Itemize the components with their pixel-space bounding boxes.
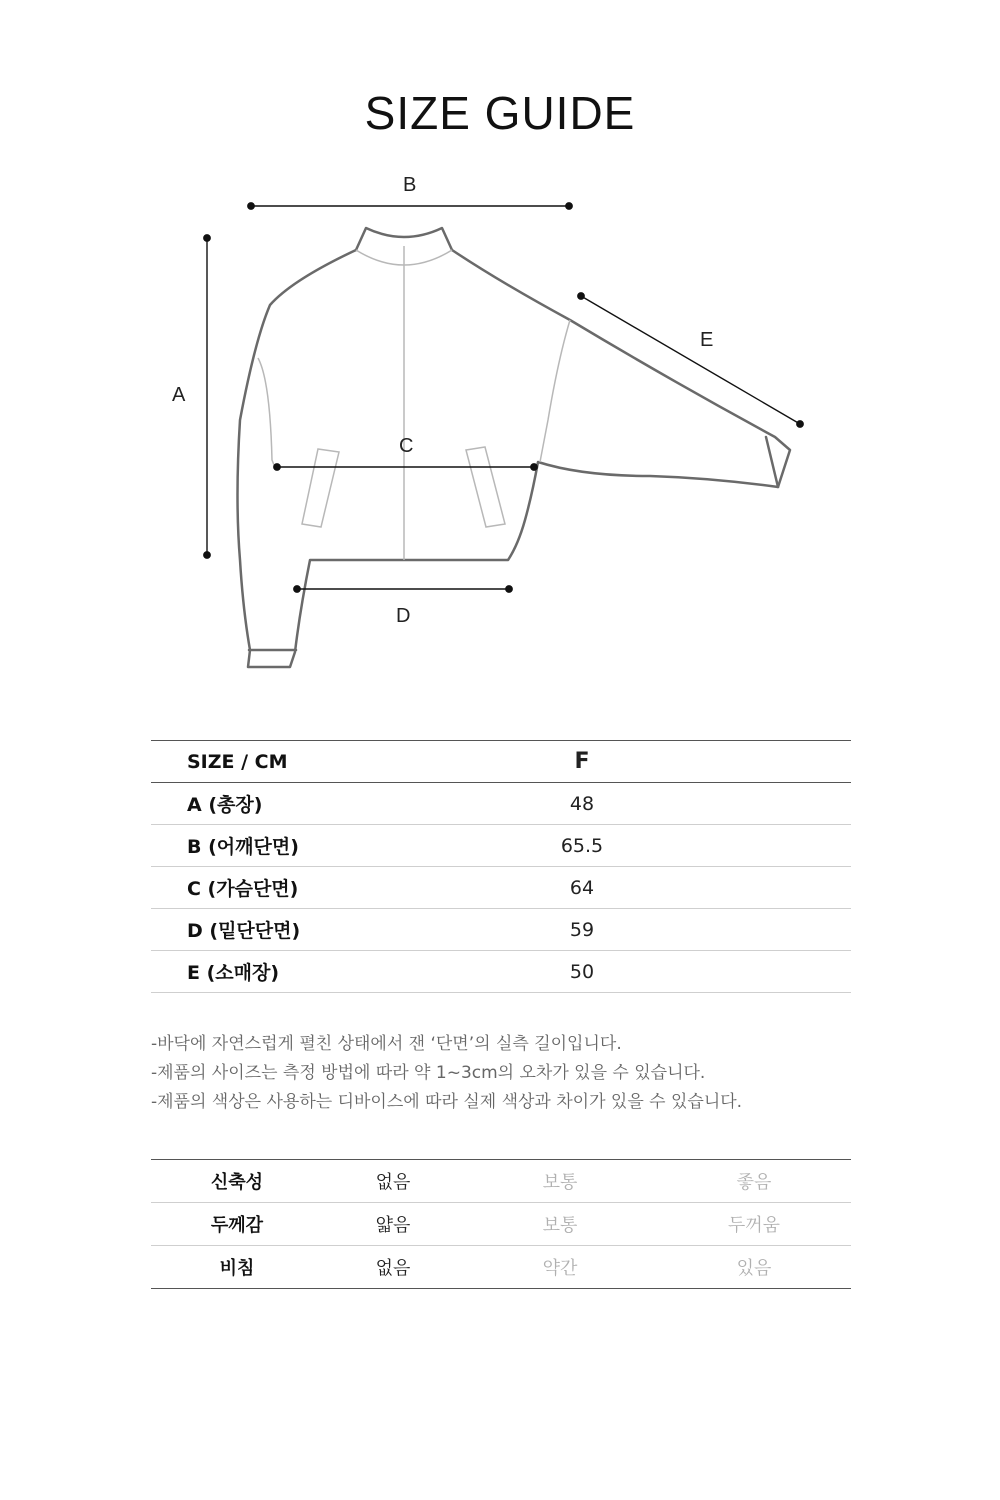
size-row-value: 65.5 <box>560 834 604 857</box>
size-row-value: 64 <box>569 876 595 899</box>
size-row-label: A (총장) <box>187 794 263 816</box>
size-table-header <box>151 741 851 783</box>
note-line: -바닥에 자연스럽게 펼친 상태에서 잰 ‘단면’의 실측 길이입니다. <box>151 1034 622 1054</box>
measure-c-label: C <box>399 435 414 457</box>
fabric-option: 보통 <box>542 1172 578 1193</box>
jacket-measurement-diagram <box>0 160 1000 680</box>
size-row-label: E (소매장) <box>187 962 280 984</box>
measure-e-line <box>581 296 800 424</box>
right-armhole-seam <box>540 320 570 462</box>
left-armhole-seam <box>258 358 276 470</box>
fabric-option-selected: 얇음 <box>375 1215 411 1236</box>
size-row-label: D (밑단단면) <box>187 920 301 942</box>
page-title: SIZE GUIDE <box>364 87 636 139</box>
fabric-option-selected: 없음 <box>375 1172 411 1193</box>
size-row-b <box>151 825 851 867</box>
size-row-c <box>151 867 851 909</box>
measure-b-label: B <box>403 174 417 196</box>
note-line: -제품의 색상은 사용하는 디바이스에 따라 실제 색상과 차이가 있을 수 있습니다. <box>151 1092 743 1112</box>
size-row-d <box>151 909 851 951</box>
measurement-lines <box>204 203 803 592</box>
jacket-outline <box>238 228 791 667</box>
note-line: -제품의 사이즈는 측정 방법에 따라 약 1~3cm의 오차가 있을 수 있습니다. <box>151 1063 706 1083</box>
body-outline <box>238 250 791 667</box>
size-row-value: 59 <box>569 918 595 941</box>
size-table <box>151 740 851 993</box>
fabric-attribute-label: 두께감 <box>210 1215 264 1236</box>
fabric-row-thickness <box>151 1203 851 1246</box>
size-row-value: 48 <box>569 792 595 815</box>
size-row-e <box>151 951 851 993</box>
fabric-option: 있음 <box>736 1258 772 1279</box>
left-pocket <box>302 449 339 527</box>
size-header-label: SIZE / CM <box>187 750 288 773</box>
fabric-option: 보통 <box>542 1215 578 1236</box>
fabric-attribute-label: 신축성 <box>210 1172 264 1193</box>
size-row-label: B (어깨단면) <box>187 836 299 858</box>
fabric-option-selected: 없음 <box>375 1258 411 1279</box>
size-header-value: F <box>574 749 590 774</box>
fabric-attribute-label: 비침 <box>219 1258 255 1279</box>
fabric-option: 두꺼움 <box>727 1215 781 1236</box>
size-row-value: 50 <box>569 960 595 983</box>
fabric-option: 좋음 <box>736 1172 772 1193</box>
right-cuff-line <box>766 437 778 487</box>
right-pocket <box>466 447 505 527</box>
fabric-option: 약간 <box>542 1258 578 1279</box>
measurement-notes <box>151 1030 742 1117</box>
fabric-info-table <box>151 1159 851 1289</box>
measure-e-label: E <box>700 329 714 351</box>
fabric-row-stretch <box>151 1160 851 1203</box>
size-row-a <box>151 783 851 825</box>
fabric-row-sheerness <box>151 1246 851 1288</box>
measure-a-label: A <box>172 384 186 406</box>
measure-d-label: D <box>396 605 411 627</box>
size-row-label: C (가슴단면) <box>187 878 299 900</box>
